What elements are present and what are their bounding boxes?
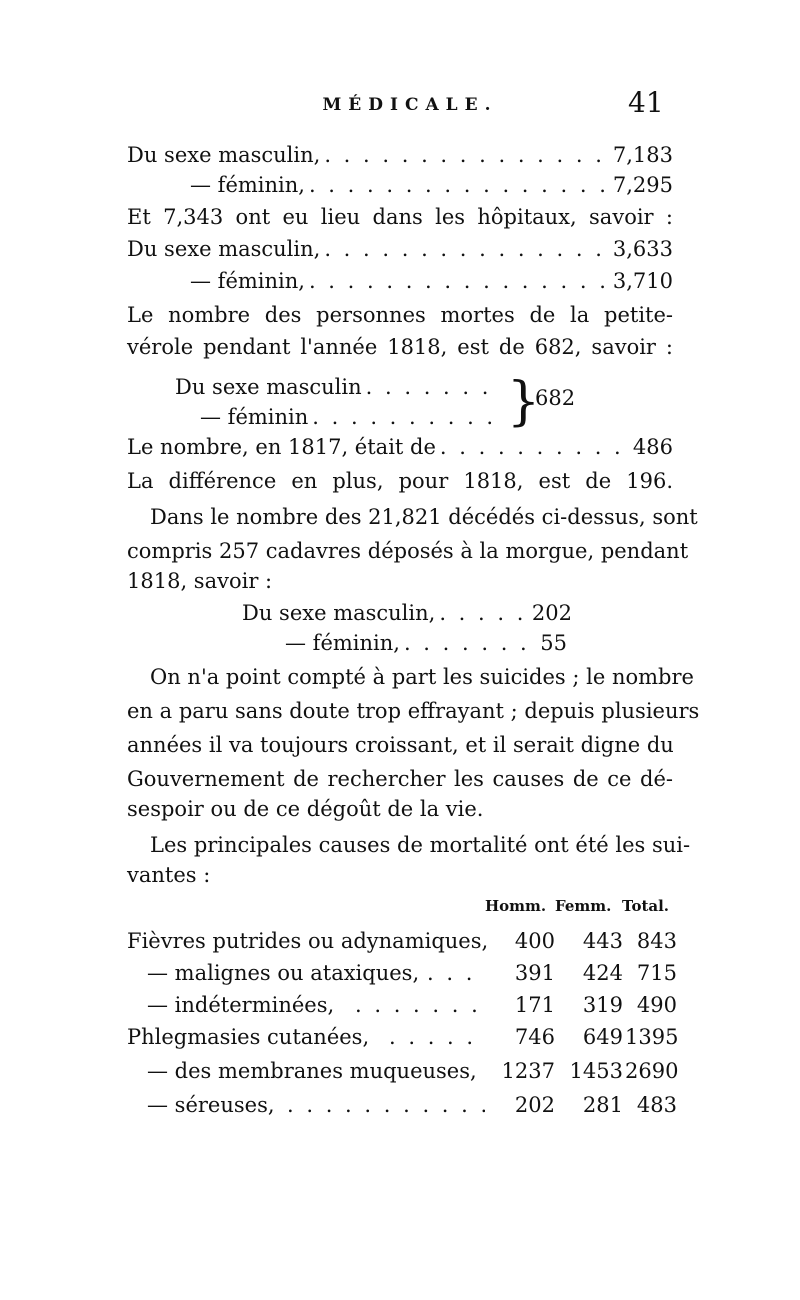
stat-value: 202: [531, 601, 572, 625]
curly-brace: }: [507, 372, 541, 432]
col-header-femm: Femm.: [555, 897, 612, 915]
leader-dots: [362, 372, 495, 402]
stat-label: — féminin,: [190, 173, 305, 197]
leader-dots: [320, 140, 613, 170]
leader-dots: [305, 266, 613, 296]
stat-label: Du sexe masculin,: [242, 601, 436, 625]
leader-dots: [427, 958, 485, 988]
stat-value: 7,183: [612, 143, 673, 167]
cell-total: 2690: [625, 1059, 679, 1083]
cause-label: — indéterminées,: [147, 993, 335, 1017]
col-header-total: Total.: [622, 897, 670, 915]
stat-label: Du sexe masculin,: [127, 237, 321, 261]
leader-dots: [436, 432, 633, 462]
stat-label: Du sexe masculin,: [127, 143, 321, 167]
smallpox-breakdown: [175, 372, 576, 434]
col-header-homm: Homm.: [485, 897, 547, 915]
text-line: 1818, savoir :: [127, 569, 273, 593]
cell-total: 490: [636, 993, 677, 1017]
text-line: sespoir ou de ce dégoût de la vie.: [127, 797, 484, 821]
table-row: [127, 990, 677, 1020]
text-line: Dans le nombre des 21,821 décédés ci-dessus, sont: [150, 505, 698, 529]
text-line: Et 7,343 ont eu lieu dans les hôpitaux, savoir :: [127, 205, 673, 229]
cell-total: 1395: [625, 1025, 679, 1049]
cause-label: — séreuses,: [147, 1093, 275, 1117]
cell-homm: 171: [514, 993, 555, 1017]
table-row: [127, 1056, 677, 1086]
stat-line: [127, 432, 673, 462]
text-line: vérole pendant l'année 1818, est de 682, savoir :: [127, 335, 673, 359]
text-line: Gouvernement de rechercher les causes de ce dé-: [127, 767, 673, 791]
cell-total: 843: [636, 929, 677, 953]
cause-label: Fièvres putrides ou adynamiques,: [127, 929, 489, 953]
running-title: MÉDICALE.: [322, 95, 498, 115]
cause-label: — malignes ou ataxiques,: [147, 961, 420, 985]
leader-dots: [287, 1090, 485, 1120]
cause-label: Phlegmasies cutanées,: [127, 1025, 370, 1049]
stat-line-female: [190, 170, 673, 200]
text-line: Le nombre des personnes mortes de la petite-: [127, 303, 673, 327]
leader-dots: [435, 598, 532, 628]
cell-homm: 746: [514, 1025, 555, 1049]
leader-dots: [389, 1022, 485, 1052]
stat-line-male: [127, 234, 673, 264]
stat-value: 3,633: [612, 237, 673, 261]
stat-line-female: [190, 266, 673, 296]
stat-label: — féminin,: [285, 631, 400, 655]
cell-femm: 1453: [569, 1059, 623, 1083]
text-line: compris 257 cadavres déposés à la morgue, pendant: [127, 539, 689, 563]
text-line: vantes :: [127, 863, 211, 887]
cause-label: — des membranes muqueuses,: [147, 1059, 477, 1083]
stat-line-male: [127, 140, 673, 170]
cell-homm: 1237: [501, 1059, 555, 1083]
cell-femm: 443: [582, 929, 623, 953]
table-row: [127, 958, 677, 988]
text-line: années il va toujours croissant, et il serait digne du: [127, 733, 674, 757]
text-line: La différence en plus, pour 1818, est de 196.: [127, 469, 673, 493]
brace-total: 682: [535, 386, 576, 410]
stat-value: 7,295: [612, 173, 673, 197]
cell-femm: 424: [582, 961, 623, 985]
brace-line-male: Du sexe masculin . . .: [175, 372, 495, 402]
morgue-male: [242, 598, 572, 628]
cell-homm: 202: [514, 1093, 555, 1117]
brace-line-female: — féminin . . .: [200, 402, 495, 432]
stat-value: 55: [540, 631, 567, 655]
cell-total: 483: [636, 1093, 677, 1117]
table-row: [127, 1022, 677, 1052]
stat-value: 486: [632, 435, 673, 459]
text-line: On n'a point compté à part les suicides ; le nombre: [150, 665, 694, 689]
table-row: [127, 926, 677, 956]
cell-femm: 319: [582, 993, 623, 1017]
morgue-female: [285, 628, 567, 658]
page-number: 41: [628, 86, 664, 119]
text-line: Les principales causes de mortalité ont été les sui-: [150, 833, 691, 857]
leader-dots: [305, 170, 613, 200]
stat-value: 3,710: [612, 269, 673, 293]
leader-dots: [400, 628, 540, 658]
leader-dots: [308, 402, 495, 432]
cell-femm: 281: [582, 1093, 623, 1117]
cell-femm: 649: [582, 1025, 623, 1049]
stat-label: — féminin,: [190, 269, 305, 293]
table-row: [127, 1090, 677, 1120]
leader-dots: [320, 234, 613, 264]
text-line: en a paru sans doute trop effrayant ; depuis plusieurs: [127, 699, 700, 723]
cell-homm: 400: [514, 929, 555, 953]
stat-label: Le nombre, en 1817, était de: [127, 435, 436, 459]
cell-homm: 391: [514, 961, 555, 985]
leader-dots: [355, 990, 485, 1020]
cell-total: 715: [636, 961, 677, 985]
